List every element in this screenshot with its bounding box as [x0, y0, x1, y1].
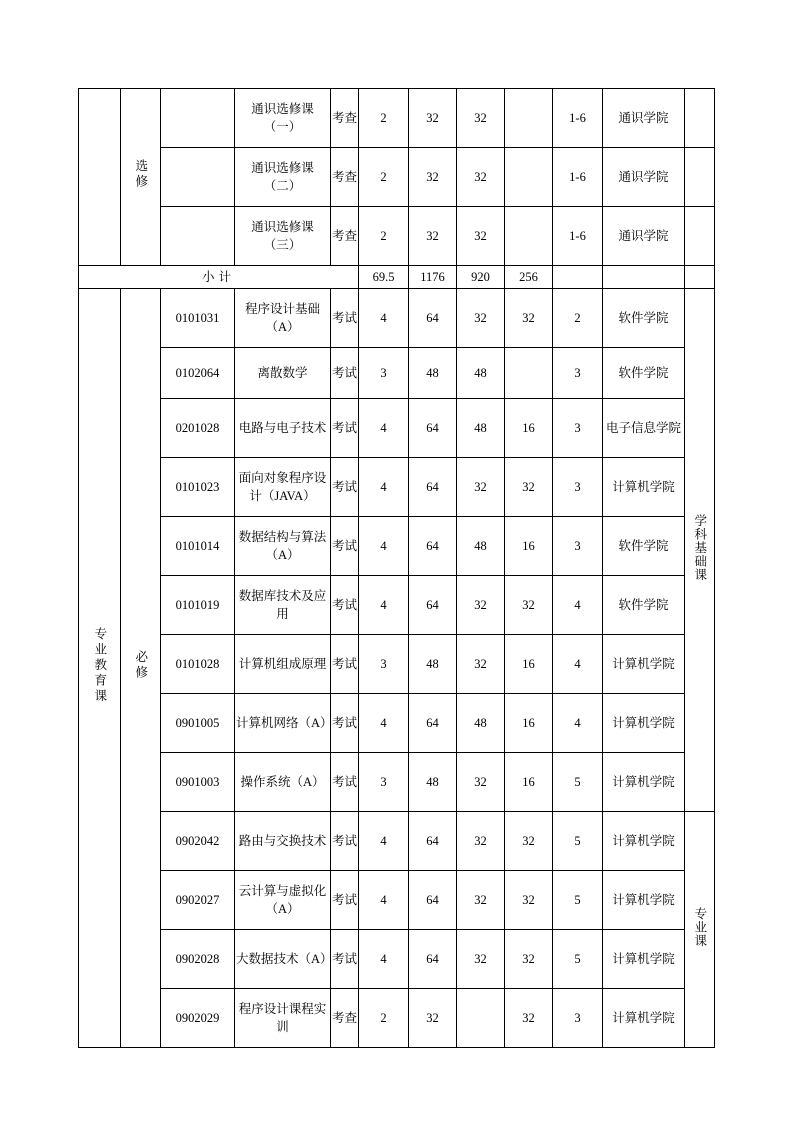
cell-course-name: 大数据技术（A） — [235, 930, 331, 989]
cell-code: 0101023 — [161, 458, 235, 517]
cell-credits: 4 — [359, 812, 409, 871]
cell-term: 3 — [553, 989, 603, 1048]
group-label: 学科基础课 — [692, 513, 707, 582]
cell-credits: 2 — [359, 207, 409, 266]
cell-lecture-hours: 32 — [457, 812, 505, 871]
cell-assessment: 考试 — [331, 576, 359, 635]
group-label: 专业课 — [692, 906, 707, 948]
cell-term: 1-6 — [553, 207, 603, 266]
cell-credits: 3 — [359, 753, 409, 812]
cell-term: 5 — [553, 812, 603, 871]
cell-term: 3 — [553, 348, 603, 399]
cell-credits: 4 — [359, 694, 409, 753]
cell-practice-hours: 16 — [505, 399, 553, 458]
cell-total-hours: 64 — [409, 576, 457, 635]
cell-code: 0101031 — [161, 289, 235, 348]
cell-total-hours: 64 — [409, 399, 457, 458]
cell-department: 软件学院 — [603, 348, 685, 399]
table-row — [79, 458, 715, 517]
cell-assessment: 考试 — [331, 399, 359, 458]
cell-term: 4 — [553, 635, 603, 694]
table-row — [79, 989, 715, 1048]
table-row — [79, 753, 715, 812]
subtotal-practice-hours: 256 — [505, 266, 553, 289]
cell-lecture-hours: 32 — [457, 635, 505, 694]
cell-course-name: 操作系统（A） — [235, 753, 331, 812]
cell-department: 通识学院 — [603, 207, 685, 266]
cell-lecture-hours: 32 — [457, 289, 505, 348]
cell-course-name: 通识选修课（三） — [235, 207, 331, 266]
cell-department: 计算机学院 — [603, 458, 685, 517]
cell-practice-hours: 32 — [505, 458, 553, 517]
cell-course-name: 离散数学 — [235, 348, 331, 399]
cell-practice-hours: 16 — [505, 517, 553, 576]
cell-assessment: 考查 — [331, 89, 359, 148]
cell-term: 4 — [553, 576, 603, 635]
cell-code — [161, 148, 235, 207]
cell-practice-hours: 32 — [505, 812, 553, 871]
cell-term: 5 — [553, 871, 603, 930]
cell-assessment: 考试 — [331, 517, 359, 576]
cell-practice-hours: 32 — [505, 576, 553, 635]
cell-course-name: 数据库技术及应用 — [235, 576, 331, 635]
cell-practice-hours — [505, 89, 553, 148]
cell-credits: 2 — [359, 989, 409, 1048]
cell-group-major — [685, 812, 715, 1048]
cell-department: 软件学院 — [603, 576, 685, 635]
table-row-subtotal — [79, 266, 715, 289]
cell-practice-hours: 32 — [505, 930, 553, 989]
cell-credits: 4 — [359, 871, 409, 930]
cell-term: 3 — [553, 458, 603, 517]
cell-credits: 4 — [359, 517, 409, 576]
cell-requirement-required — [121, 289, 161, 1048]
requirement-label: 必修 — [133, 650, 148, 682]
cell-code: 0101028 — [161, 635, 235, 694]
cell-assessment: 考试 — [331, 635, 359, 694]
cell-course-name: 计算机网络（A） — [235, 694, 331, 753]
cell-total-hours: 64 — [409, 458, 457, 517]
cell-code: 0102064 — [161, 348, 235, 399]
cell-code: 0902042 — [161, 812, 235, 871]
cell-assessment: 考试 — [331, 289, 359, 348]
cell-group — [685, 207, 715, 266]
table-row — [79, 517, 715, 576]
cell-course-name: 通识选修课（一） — [235, 89, 331, 148]
cell-lecture-hours: 32 — [457, 753, 505, 812]
cell-code: 0901003 — [161, 753, 235, 812]
cell-practice-hours: 16 — [505, 635, 553, 694]
cell-practice-hours — [505, 348, 553, 399]
cell-term: 1-6 — [553, 148, 603, 207]
cell-total-hours: 64 — [409, 517, 457, 576]
cell-assessment: 考查 — [331, 207, 359, 266]
cell-total-hours: 64 — [409, 930, 457, 989]
subtotal-group — [685, 266, 715, 289]
cell-course-name: 路由与交换技术 — [235, 812, 331, 871]
category-label: 专业教育课 — [92, 626, 107, 705]
cell-lecture-hours: 32 — [457, 871, 505, 930]
cell-total-hours: 32 — [409, 989, 457, 1048]
cell-course-name: 云计算与虚拟化（A） — [235, 871, 331, 930]
cell-credits: 4 — [359, 576, 409, 635]
cell-code — [161, 207, 235, 266]
table-row — [79, 576, 715, 635]
cell-credits: 4 — [359, 458, 409, 517]
cell-assessment: 考试 — [331, 930, 359, 989]
cell-term: 5 — [553, 930, 603, 989]
cell-credits: 3 — [359, 635, 409, 694]
cell-practice-hours — [505, 207, 553, 266]
cell-lecture-hours: 48 — [457, 348, 505, 399]
table-row — [79, 930, 715, 989]
cell-course-name: 电路与电子技术 — [235, 399, 331, 458]
cell-assessment: 考查 — [331, 148, 359, 207]
cell-total-hours: 48 — [409, 348, 457, 399]
cell-assessment: 考查 — [331, 989, 359, 1048]
cell-total-hours: 64 — [409, 871, 457, 930]
table-row — [79, 148, 715, 207]
cell-term: 2 — [553, 289, 603, 348]
table-row — [79, 89, 715, 148]
cell-credits: 4 — [359, 399, 409, 458]
cell-group-basic — [685, 289, 715, 812]
cell-department: 计算机学院 — [603, 812, 685, 871]
cell-total-hours: 64 — [409, 289, 457, 348]
cell-lecture-hours — [457, 989, 505, 1048]
cell-course-name: 通识选修课（二） — [235, 148, 331, 207]
cell-total-hours: 48 — [409, 753, 457, 812]
cell-term: 3 — [553, 517, 603, 576]
cell-practice-hours: 16 — [505, 694, 553, 753]
cell-assessment: 考试 — [331, 694, 359, 753]
cell-category-major — [79, 289, 121, 1048]
subtotal-term — [553, 266, 603, 289]
cell-term: 1-6 — [553, 89, 603, 148]
cell-lecture-hours: 32 — [457, 148, 505, 207]
cell-credits: 3 — [359, 348, 409, 399]
cell-lecture-hours: 32 — [457, 89, 505, 148]
cell-group — [685, 148, 715, 207]
cell-department: 计算机学院 — [603, 753, 685, 812]
cell-practice-hours: 16 — [505, 753, 553, 812]
table-row — [79, 812, 715, 871]
cell-lecture-hours: 48 — [457, 694, 505, 753]
cell-total-hours: 48 — [409, 635, 457, 694]
cell-lecture-hours: 32 — [457, 576, 505, 635]
cell-department: 计算机学院 — [603, 930, 685, 989]
table-row — [79, 871, 715, 930]
cell-practice-hours: 32 — [505, 989, 553, 1048]
table-row — [79, 348, 715, 399]
cell-lecture-hours: 32 — [457, 207, 505, 266]
cell-code: 0101019 — [161, 576, 235, 635]
subtotal-lecture-hours: 920 — [457, 266, 505, 289]
cell-total-hours: 32 — [409, 207, 457, 266]
cell-code: 0902029 — [161, 989, 235, 1048]
cell-credits: 2 — [359, 148, 409, 207]
cell-department: 通识学院 — [603, 89, 685, 148]
cell-practice-hours: 32 — [505, 289, 553, 348]
subtotal-label: 小计 — [79, 266, 359, 289]
cell-practice-hours: 32 — [505, 871, 553, 930]
table-row — [79, 207, 715, 266]
cell-assessment: 考试 — [331, 812, 359, 871]
cell-code: 0902027 — [161, 871, 235, 930]
cell-lecture-hours: 48 — [457, 517, 505, 576]
cell-lecture-hours: 32 — [457, 458, 505, 517]
cell-department: 通识学院 — [603, 148, 685, 207]
cell-credits: 2 — [359, 89, 409, 148]
cell-assessment: 考试 — [331, 458, 359, 517]
cell-department: 计算机学院 — [603, 989, 685, 1048]
subtotal-credits: 69.5 — [359, 266, 409, 289]
cell-requirement-elective — [121, 89, 161, 266]
cell-group — [685, 89, 715, 148]
cell-total-hours: 32 — [409, 89, 457, 148]
cell-code: 0201028 — [161, 399, 235, 458]
cell-assessment: 考试 — [331, 871, 359, 930]
cell-practice-hours — [505, 148, 553, 207]
cell-total-hours: 32 — [409, 148, 457, 207]
cell-total-hours: 64 — [409, 812, 457, 871]
cell-department: 电子信息学院 — [603, 399, 685, 458]
cell-total-hours: 64 — [409, 694, 457, 753]
cell-course-name: 计算机组成原理 — [235, 635, 331, 694]
cell-lecture-hours: 32 — [457, 930, 505, 989]
cell-code: 0101014 — [161, 517, 235, 576]
cell-code: 0901005 — [161, 694, 235, 753]
cell-assessment: 考试 — [331, 753, 359, 812]
table-row — [79, 635, 715, 694]
requirement-label: 选修 — [133, 158, 148, 190]
subtotal-total-hours: 1176 — [409, 266, 457, 289]
cell-department: 计算机学院 — [603, 694, 685, 753]
cell-department: 计算机学院 — [603, 871, 685, 930]
cell-code — [161, 89, 235, 148]
cell-course-name: 程序设计基础（A） — [235, 289, 331, 348]
cell-credits: 4 — [359, 930, 409, 989]
cell-department: 计算机学院 — [603, 635, 685, 694]
cell-code: 0902028 — [161, 930, 235, 989]
cell-credits: 4 — [359, 289, 409, 348]
cell-department: 软件学院 — [603, 517, 685, 576]
cell-course-name: 程序设计课程实训 — [235, 989, 331, 1048]
table-row — [79, 399, 715, 458]
subtotal-department — [603, 266, 685, 289]
cell-assessment: 考试 — [331, 348, 359, 399]
table-row — [79, 694, 715, 753]
cell-term: 5 — [553, 753, 603, 812]
curriculum-table — [78, 88, 715, 1048]
cell-term: 4 — [553, 694, 603, 753]
table-row — [79, 289, 715, 348]
cell-category-blank — [79, 89, 121, 266]
cell-course-name: 数据结构与算法（A） — [235, 517, 331, 576]
cell-term: 3 — [553, 399, 603, 458]
cell-lecture-hours: 48 — [457, 399, 505, 458]
cell-department: 软件学院 — [603, 289, 685, 348]
cell-course-name: 面向对象程序设计（JAVA） — [235, 458, 331, 517]
